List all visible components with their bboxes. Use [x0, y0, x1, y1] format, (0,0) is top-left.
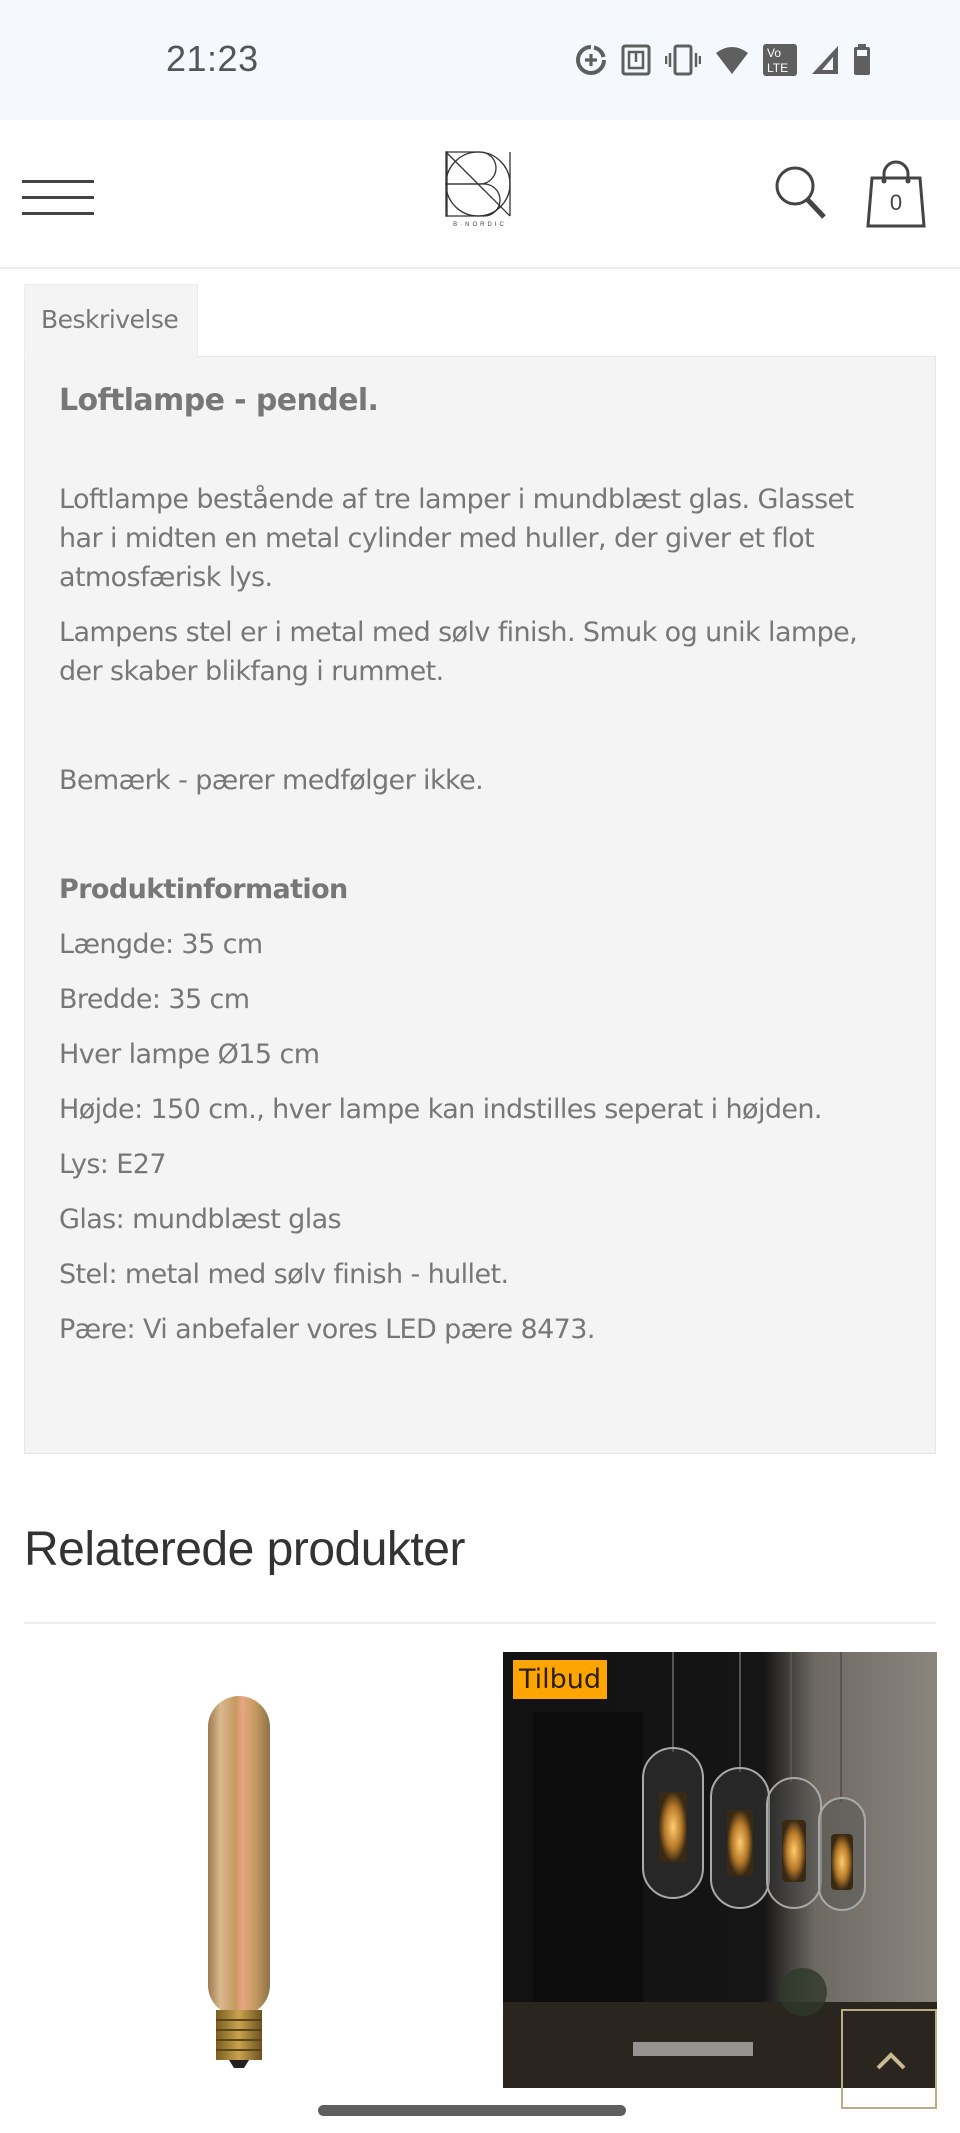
search-icon	[773, 164, 829, 220]
spec-line: Bredde: 35 cm	[59, 984, 250, 1015]
related-product-card[interactable]	[24, 1652, 458, 2088]
spec-line: Hver lampe Ø15 cm	[59, 1039, 320, 1070]
tab-label: Beskrivelse	[41, 305, 179, 334]
brand-logo[interactable]	[440, 150, 520, 236]
data-saver-icon	[575, 44, 607, 76]
status-icons	[575, 42, 871, 78]
spec-title: Produktinformation	[59, 874, 348, 905]
description-paragraph: Loftlampe bestående af tre lamper i mundblæst glas. Glasset har i midten en metal cylinder med huller, der giver et flot atmosfærisk lys.	[59, 484, 854, 593]
related-products-heading: Relaterede produkter	[24, 1523, 465, 1576]
spec-line: Længde: 35 cm	[59, 929, 263, 960]
status-time: 21:23	[166, 38, 259, 79]
tab-beskrivelse[interactable]	[24, 284, 198, 358]
spec-line: Højde: 150 cm., hver lampe kan indstilles seperat i højden.	[59, 1094, 822, 1125]
status-bar	[0, 0, 960, 120]
divider	[24, 1622, 936, 1624]
svg-text:Vo: Vo	[767, 46, 782, 60]
search-button[interactable]	[773, 164, 829, 224]
logo-mark-icon	[440, 150, 520, 218]
volte-icon	[763, 44, 797, 76]
spec-line: Pære: Vi anbefaler vores LED pære 8473.	[59, 1314, 595, 1345]
description-note: Bemærk - pærer medfølger ikke.	[59, 765, 484, 796]
scroll-to-top-button[interactable]	[841, 2009, 937, 2109]
svg-text:LTE: LTE	[767, 61, 789, 75]
description-paragraph: Lampens stel er i metal med sølv finish. Smuk og unik lampe, der skaber blikfang i rummet.	[59, 617, 858, 687]
logo-text: B·NORDIC	[453, 222, 507, 228]
cart-count: 0	[889, 190, 903, 215]
description-panel	[24, 356, 936, 1454]
chevron-up-icon	[875, 2051, 907, 2071]
product-title: Loftlampe - pendel.	[59, 383, 379, 418]
spec-line: Glas: mundblæst glas	[59, 1204, 342, 1235]
signal-icon	[811, 45, 839, 75]
sale-badge: Tilbud	[513, 1660, 607, 1699]
spec-line: Stel: metal med sølv finish - hullet.	[59, 1259, 509, 1290]
battery-icon	[853, 44, 871, 76]
product-image-led-bulb	[24, 1652, 458, 2088]
spec-line: Lys: E27	[59, 1149, 166, 1180]
cart-button[interactable]	[866, 160, 926, 230]
vibrate-icon	[665, 44, 701, 76]
wifi-icon	[715, 45, 749, 75]
nfc-icon	[621, 44, 651, 76]
home-indicator[interactable]	[318, 2105, 626, 2116]
hamburger-menu-icon[interactable]	[22, 170, 94, 214]
